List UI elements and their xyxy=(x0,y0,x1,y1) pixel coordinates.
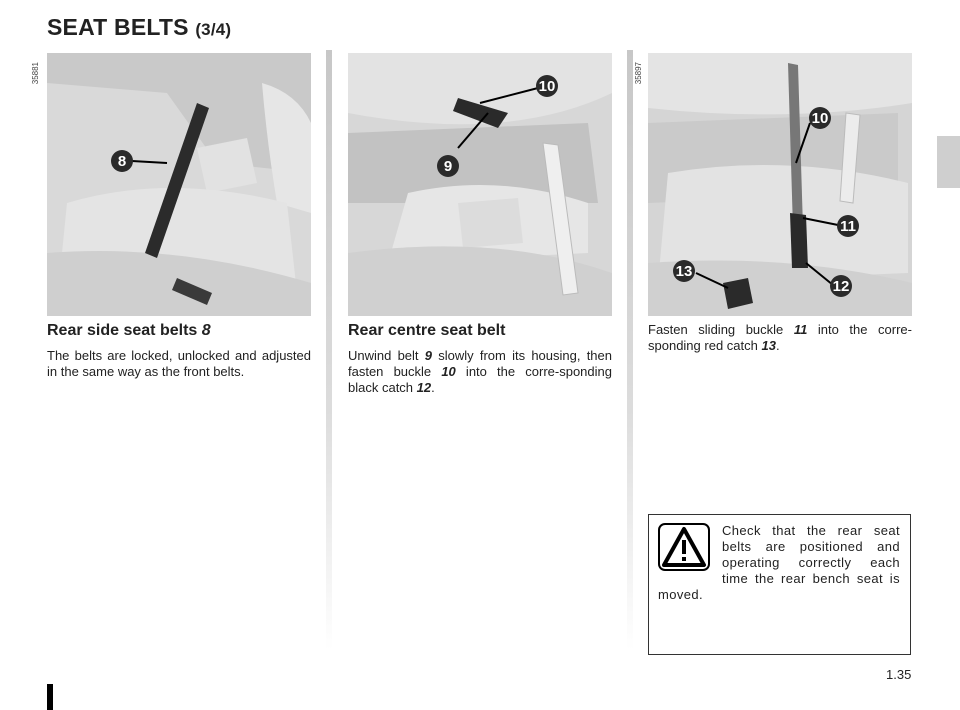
photo-sliding-buckle xyxy=(648,53,912,316)
photo-rear-side-belt xyxy=(47,53,311,316)
callout-9: 9 xyxy=(443,158,453,175)
callout-10: 10 xyxy=(811,110,829,127)
column-divider xyxy=(326,50,332,650)
warning-text: Check that the rear seat belts are positioned and operating correctly each time the rear bench seat is moved. xyxy=(658,523,900,602)
page-number: 1.35 xyxy=(886,667,912,682)
warning-triangle-icon xyxy=(658,523,714,573)
chapter-tab xyxy=(937,136,960,188)
callout-11: 11 xyxy=(840,218,856,235)
image-code: 35881 xyxy=(31,62,40,85)
callout-8: 8 xyxy=(117,153,127,170)
section-body: Unwind belt 9 slowly from its housing, then fasten buckle 10 into the corre-sponding black catch 12. xyxy=(348,348,613,395)
section-heading: Rear centre seat belt xyxy=(348,322,506,339)
page-title-suffix: (3/4) xyxy=(195,20,232,39)
warning-box xyxy=(648,514,911,655)
section-body: Fasten sliding buckle 11 into the corre-sponding red catch 13. xyxy=(648,322,912,353)
section-heading: Rear side seat belts 8 xyxy=(47,322,211,339)
photo-rear-centre-belt xyxy=(348,53,612,316)
column-divider xyxy=(627,50,633,650)
callout-10: 10 xyxy=(538,78,556,95)
footer-marker xyxy=(47,684,53,710)
page-title-text: SEAT BELTS xyxy=(47,14,189,40)
page-title xyxy=(47,14,231,41)
image-code: 35897 xyxy=(634,62,643,85)
section-body: The belts are locked, unlocked and adjusted in the same way as the front belts. xyxy=(47,348,311,379)
callout-12: 12 xyxy=(832,278,850,295)
callout-13: 13 xyxy=(675,263,693,280)
heading-ref-number: 8 xyxy=(201,322,211,339)
